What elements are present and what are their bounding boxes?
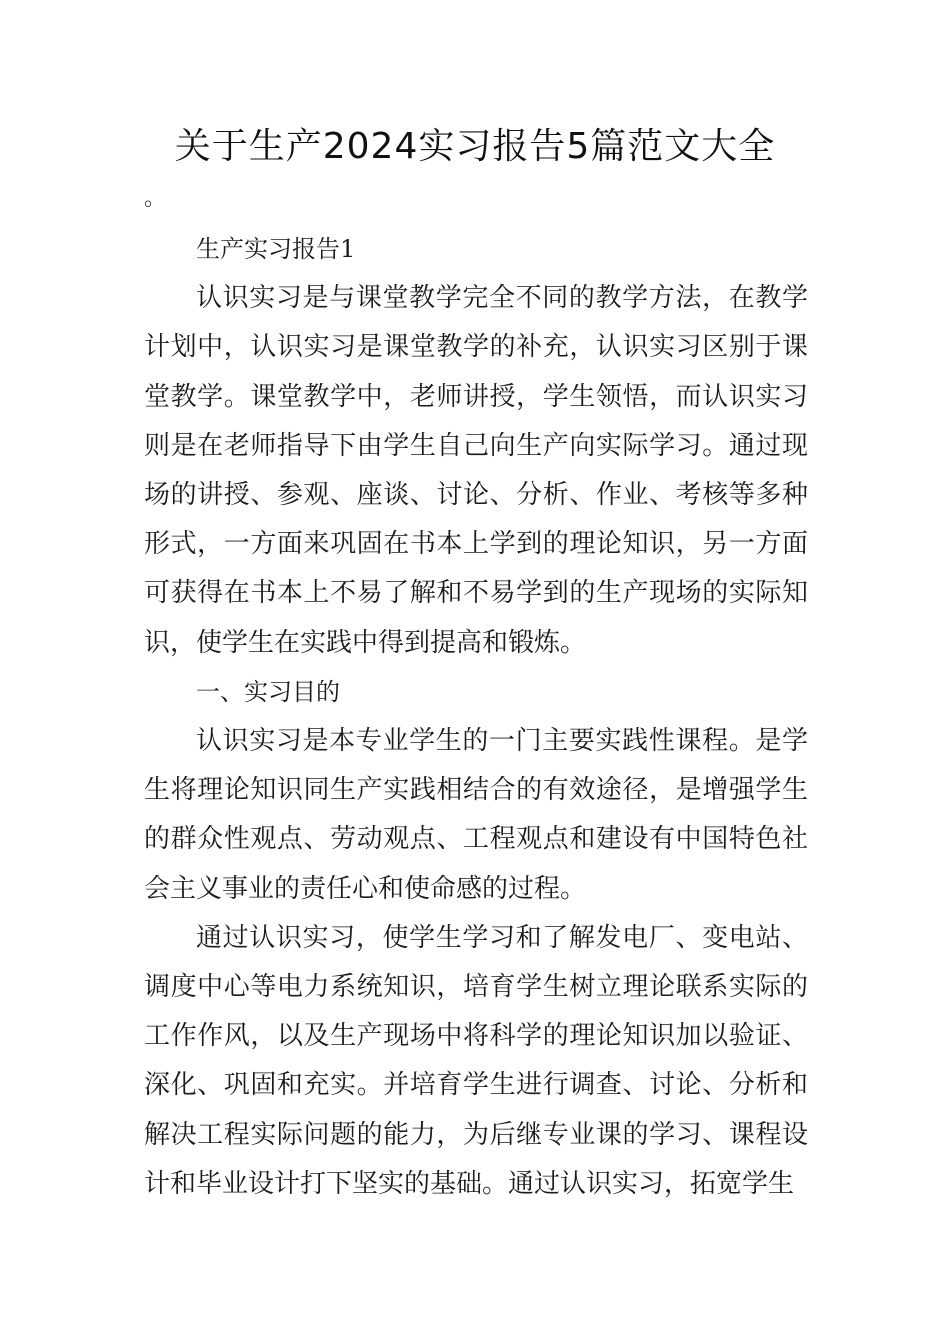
document-title: 关于生产2024实习报告5篇范文大全 — [174, 126, 776, 167]
section-heading: 生产实习报告1 — [196, 235, 356, 263]
document-body — [144, 225, 808, 1209]
body-paragraph: 通过认识实习，使学生学习和了解发电厂、变电站、调度中心等电力系统知识，培育学生树立理论联系实际的工作作风，以及生产现场中将科学的理论知识加以验证、深化、巩固和充实。并培育学生进行调查、讨论、分析和解决工程实际问题的能力，为后继专业课的学习、课程设计和毕业设计打下坚实的基础。通过认识实习，拓宽学生 — [144, 922, 808, 1199]
section-heading: 一、实习目的 — [196, 677, 340, 706]
lead-punctuation: 。 — [144, 186, 167, 211]
body-paragraph: 认识实习是本专业学生的一门主要实践性课程。是学生将理论知识同生产实践相结合的有效途径，是增强学生的群众性观点、劳动观点、工程观点和建设有中国特色社会主义事业的责任心和使命感的过程。 — [144, 726, 808, 904]
body-paragraph: 认识实习是与课堂教学完全不同的教学方法，在教学计划中，认识实习是课堂教学的补充，认识实习区别于课堂教学。课堂教学中，老师讲授，学生领悟，而认识实习则是在老师指导下由学生自己向生产向实际学习。通过现场的讲授、参观、座谈、讨论、分析、作业、考核等多种形式，一方面来巩固在书本上学到的理论知识，另一方面可获得在书本上不易了解和不易学到的生产现场的实际知识，使学生在实践中得到提高和锻炼。 — [144, 283, 808, 658]
